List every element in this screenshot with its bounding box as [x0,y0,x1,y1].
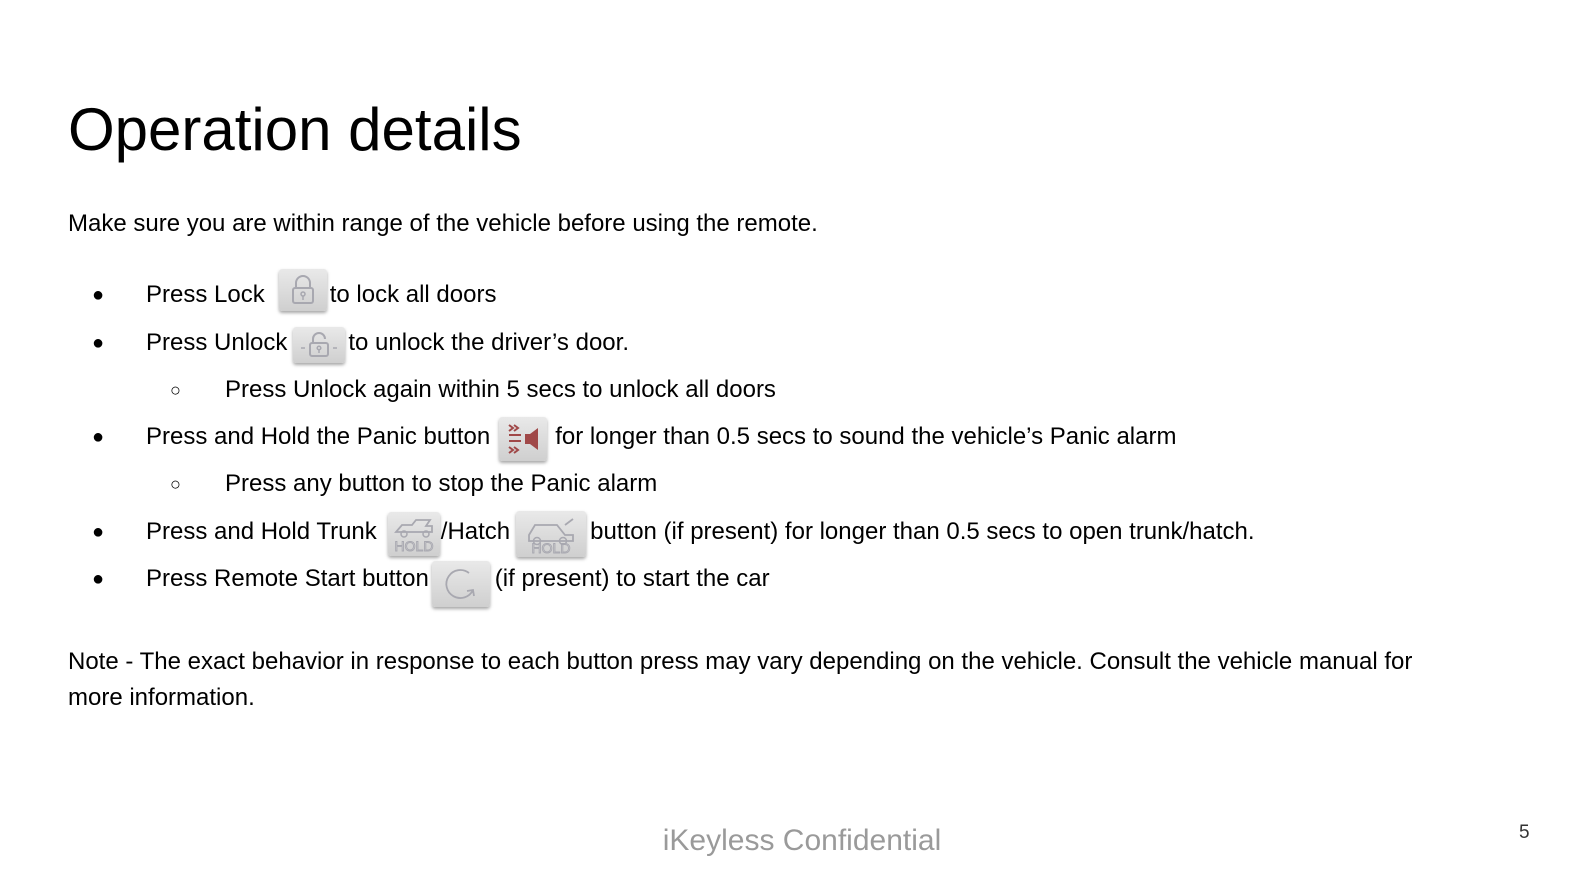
intro-text: Make sure you are within range of the vehicle before using the remote. [68,210,818,237]
bullet: ● [92,567,105,590]
bullet: ● [92,331,105,354]
item-text: button (if present) for longer than 0.5 secs to open trunk/hatch. [590,518,1255,545]
list-item-trunk-hatch [0,515,1584,555]
list-item-panic [0,420,1584,454]
item-text: for longer than 0.5 secs to sound the vehicle’s Panic alarm [555,423,1177,450]
slide-title: Operation details [68,96,522,163]
bullet: ○ [170,473,181,494]
item-text: (if present) to start the car [494,565,770,592]
bullet: ● [92,425,105,448]
lock-icon [279,269,327,311]
hold-label: HOLD [531,540,571,555]
list-item-remote-start [0,562,1584,596]
remote-start-icon [432,561,490,607]
confidential-footer: iKeyless Confidential [662,824,942,857]
page-number: 5 [1519,822,1530,843]
item-text: Press Remote Start button [146,565,429,592]
item-text: /Hatch [440,518,511,545]
item-text: Press any button to stop the Panic alarm [225,470,658,497]
bullet: ○ [170,379,181,400]
note-text: Note - The exact behavior in response to each button press may vary depending on the vehicle. Consult the vehicle manual for more information. [68,648,1413,711]
unlock-icon [293,327,345,363]
list-item-lock [0,278,1584,312]
hold-label: HOLD [394,538,434,554]
item-text: Press Unlock again within 5 secs to unlock all doors [225,376,776,403]
item-text: to unlock the driver’s door. [348,329,629,356]
item-text: to lock all doors [329,281,497,308]
item-text: Press and Hold the Panic button [146,423,491,450]
list-subitem-unlock-again [0,373,1584,407]
item-text: Press Lock [146,281,265,308]
bullet: ● [92,520,105,543]
trunk-hold-icon [388,512,440,556]
bullet: ● [92,283,105,306]
list-item-unlock [0,326,1584,360]
item-text: Press Unlock [146,329,288,356]
list-subitem-stop-panic [0,467,1584,501]
panic-alarm-icon [499,417,547,461]
item-text: Press and Hold Trunk [146,518,377,545]
